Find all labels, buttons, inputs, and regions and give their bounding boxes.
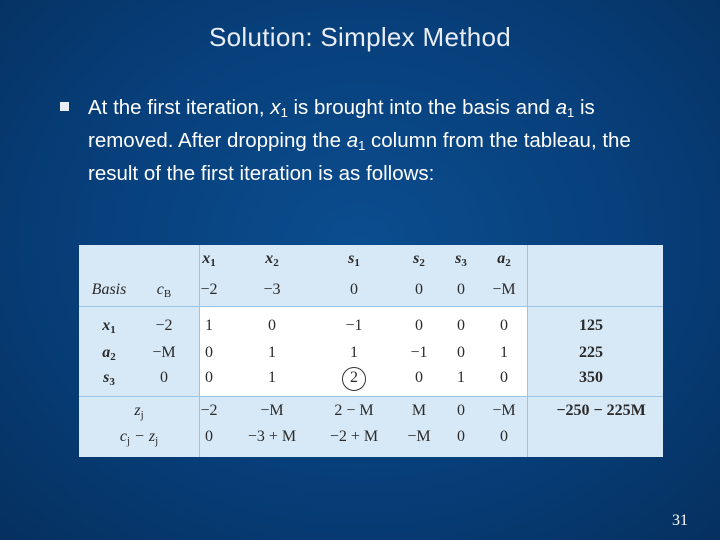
tableau-cell: 0 <box>457 344 465 361</box>
zj-cell: 2 − M <box>334 402 374 419</box>
cost-cell: 0 <box>415 281 423 298</box>
tableau-cell: 1 <box>268 344 276 361</box>
cj-minus-zj-label: $c_j - z_j$ <box>119 428 159 447</box>
column-header: $s_1$ <box>348 250 360 269</box>
column-header: $x_1$ <box>202 250 216 269</box>
basis-variable: $s_3$ <box>103 369 115 388</box>
cj-minus-zj-cell: −3 + M <box>247 428 297 445</box>
tableau-cell: 0 <box>205 369 213 386</box>
column-header: $x_2$ <box>265 250 279 269</box>
tableau-cell: 1 <box>350 344 358 361</box>
pivot-circle <box>342 367 366 391</box>
tableau-cell: 2 <box>350 369 358 386</box>
zj-cell: M <box>411 402 427 419</box>
zj-cell: 0 <box>457 402 465 419</box>
tableau-cell: 0 <box>268 317 276 334</box>
cb-value: −M <box>152 344 176 361</box>
tableau-cell: 0 <box>457 317 465 334</box>
cost-cell: −M <box>492 281 516 298</box>
cj-minus-zj-cell: 0 <box>457 428 465 445</box>
cj-minus-zj-cell: 0 <box>205 428 213 445</box>
tableau-cell: 0 <box>415 369 423 386</box>
basis-variable: $a_2$ <box>102 344 116 363</box>
tableau-cell: 0 <box>205 344 213 361</box>
zj-label: $z_j$ <box>134 402 144 421</box>
cost-cell: 0 <box>350 281 358 298</box>
column-header: $a_2$ <box>497 250 511 269</box>
cb-value: −2 <box>155 317 173 334</box>
cj-minus-zj-cell: 0 <box>500 428 508 445</box>
basis-column-band <box>79 306 199 396</box>
square-bullet-icon <box>60 102 69 111</box>
rhs-value: 125 <box>579 317 603 334</box>
cost-cell: −2 <box>200 281 218 298</box>
column-header: $s_2$ <box>413 250 425 269</box>
rhs-divider <box>527 245 528 457</box>
zj-cell: −M <box>260 402 284 419</box>
rhs-value: 350 <box>579 369 603 386</box>
tableau-cell: −1 <box>410 344 428 361</box>
tableau-cell: 0 <box>500 317 508 334</box>
zj-rhs: −250 − 225M <box>556 402 646 419</box>
cb-value: 0 <box>160 369 168 386</box>
page-number: 31 <box>672 512 688 529</box>
cost-cell: 0 <box>457 281 465 298</box>
tableau-cell: 1 <box>205 317 213 334</box>
tableau-cell: 1 <box>268 369 276 386</box>
basis-label: Basis <box>91 281 127 298</box>
summary-divider <box>79 396 663 397</box>
bullet-text: At the first iteration, $x_1$ is brought into the basis and $a_1$ is removed. After dropping the $a_1$ column from the tableau, the result of the first iteration is as follows: <box>88 96 631 185</box>
tableau-cell: 1 <box>500 344 508 361</box>
cost-cell: −3 <box>263 281 281 298</box>
tableau-cell: 1 <box>457 369 465 386</box>
cj-minus-zj-cell: −2 + M <box>329 428 379 445</box>
header-divider <box>79 306 663 307</box>
basis-variable: $x_1$ <box>102 317 116 336</box>
simplex-tableau <box>79 245 663 457</box>
rhs-value: 225 <box>579 344 603 361</box>
column-header: $s_3$ <box>455 250 467 269</box>
cj-minus-zj-cell: −M <box>407 428 431 445</box>
basis-divider <box>199 245 200 457</box>
tableau-cell: 0 <box>415 317 423 334</box>
slide-title: Solution: Simplex Method <box>208 22 512 52</box>
tableau-cell: 0 <box>500 369 508 386</box>
zj-cell: −2 <box>200 402 218 419</box>
zj-cell: −M <box>492 402 516 419</box>
tableau-cell: −1 <box>345 317 363 334</box>
cb-label: $c_B$ <box>156 281 172 300</box>
